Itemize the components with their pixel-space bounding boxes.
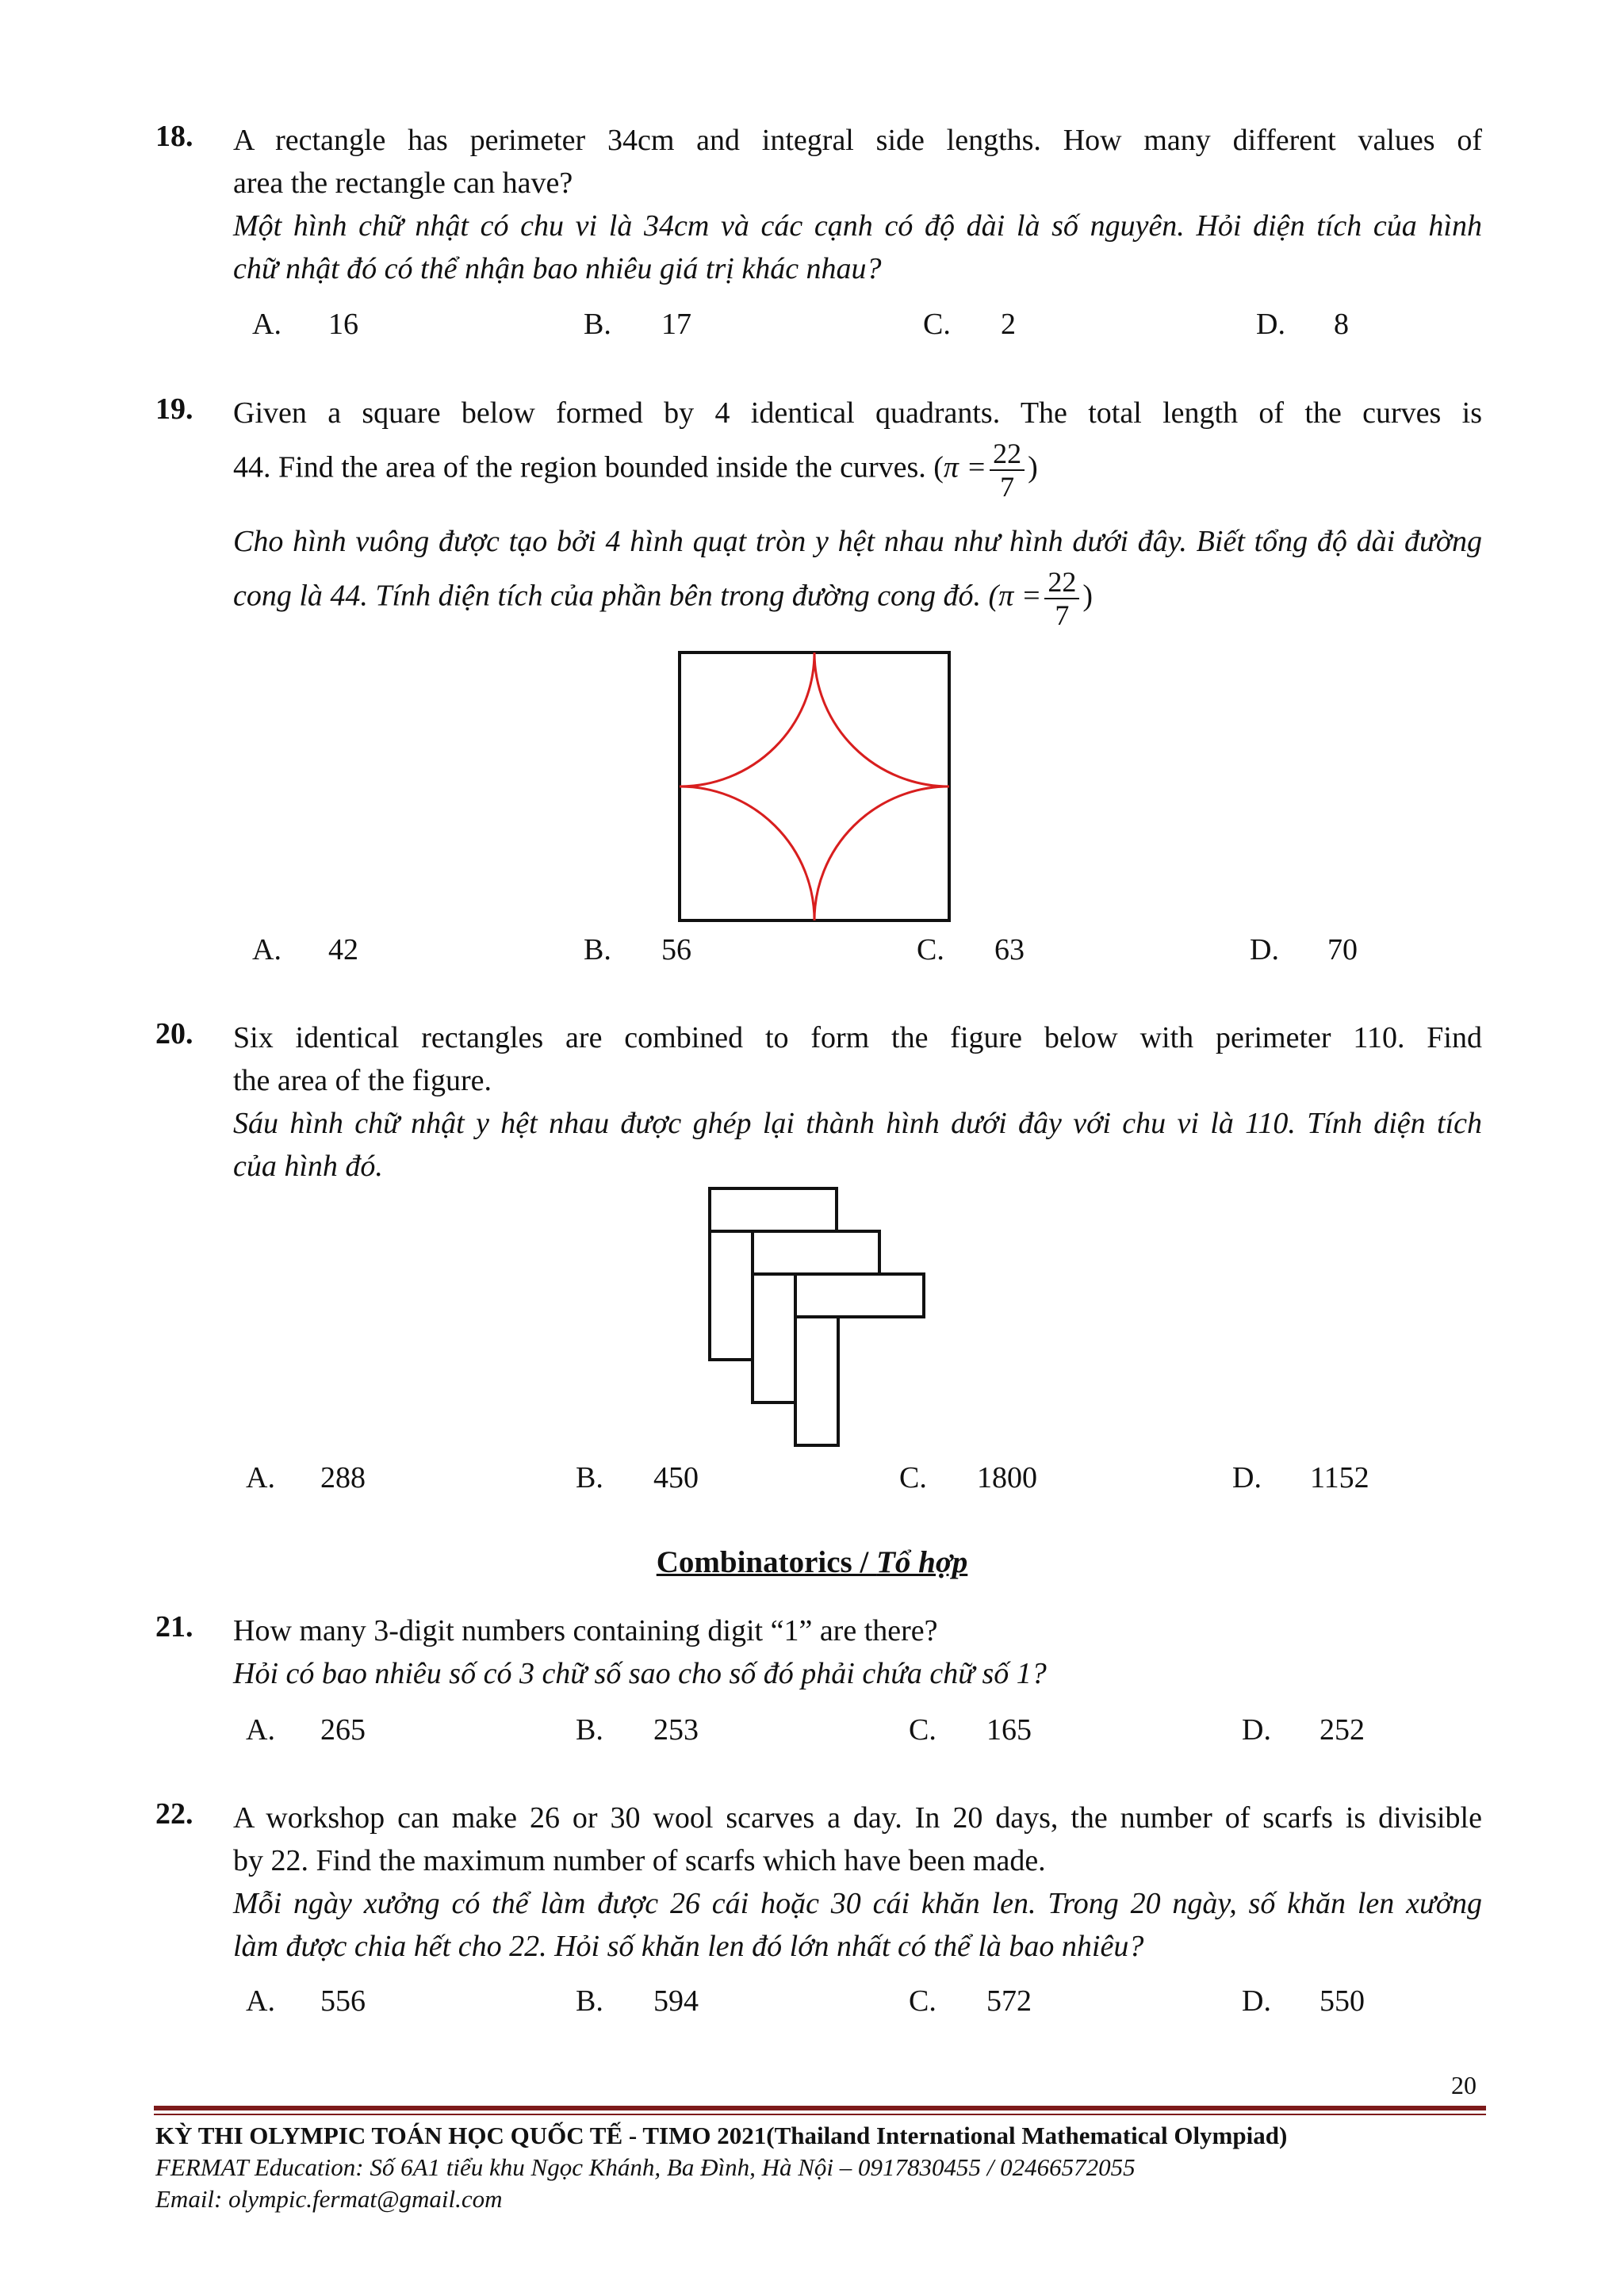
footer-rule-thin (154, 2114, 1486, 2115)
option-letter: A. (246, 1461, 275, 1494)
question-text-vi: Hỏi có bao nhiêu số có 3 chữ số sao cho số đó phải chứa chữ số 1? (233, 1657, 1047, 1690)
option-value: 1800 (977, 1461, 1037, 1494)
option-value: 556 (320, 1984, 366, 2018)
pi-symbol: π = (943, 450, 987, 484)
option-value: 16 (328, 308, 358, 341)
question-text-en: area the rectangle can have? (233, 166, 573, 200)
question-text-en: the area of the figure. (233, 1064, 492, 1097)
option-value: 8 (1334, 308, 1349, 341)
option-value: 252 (1320, 1713, 1365, 1747)
fraction-denominator: 7 (1055, 599, 1070, 631)
rectangle-horizontal (753, 1231, 879, 1274)
option-letter: C. (917, 933, 944, 966)
option-letter: B. (576, 1461, 603, 1494)
square-outline (680, 652, 949, 920)
footer-email: Email: olympic.fermat@gmail.com (155, 2185, 503, 2213)
option-value: 550 (1320, 1984, 1365, 2018)
question-text-vi: Cho hình vuông được tạo bởi 4 hình quạt tròn y hệt nhau như hình dưới đây. Biết tổng độ dài đường (233, 525, 1482, 558)
quadrant-arc-top-right (814, 652, 949, 786)
pi-symbol: π = (998, 579, 1042, 613)
option-letter: A. (246, 1713, 275, 1747)
option-letter: D. (1242, 1984, 1271, 2018)
question-number: 21. (155, 1610, 193, 1644)
fraction-numerator: 22 (990, 438, 1025, 471)
option-value: 288 (320, 1461, 366, 1494)
option-value: 1152 (1310, 1461, 1369, 1494)
fraction-numerator: 22 (1044, 566, 1079, 599)
option-value: 70 (1327, 933, 1358, 966)
option-value: 572 (986, 1984, 1032, 2018)
footer-address: FERMAT Education: Số 6A1 tiểu khu Ngọc Khánh, Ba Đình, Hà Nội – 0917830455 / 02466572055 (155, 2153, 1136, 2181)
question-number: 18. (155, 120, 193, 153)
option-letter: C. (923, 308, 951, 341)
rectangle-vertical (795, 1317, 838, 1445)
option-letter: C. (909, 1713, 936, 1747)
footer-title: KỲ THI OLYMPIC TOÁN HỌC QUỐC TẾ - TIMO 2021(Thailand International Mathematical Olympiad) (155, 2122, 1288, 2149)
option-letter: D. (1250, 933, 1279, 966)
question-text-en: A rectangle has perimeter 34cm and integral side lengths. How many different values of (233, 124, 1482, 157)
question-number: 19. (155, 392, 193, 426)
pi-fraction (1044, 566, 1079, 631)
question-text-vi: chữ nhật đó có thể nhận bao nhiêu giá trị khác nhau? (233, 252, 882, 285)
quadrant-arc-bottom-left (680, 786, 814, 920)
six-rectangles-figure (707, 1186, 929, 1452)
option-value: 2 (1001, 308, 1016, 341)
section-heading (0, 1544, 1624, 1580)
question-text-en: 44. Find the area of the region bounded inside the curves. ( (233, 450, 944, 484)
option-value: 253 (653, 1713, 699, 1747)
question-text-en: Given a square below formed by 4 identical quadrants. The total length of the curves is (233, 396, 1482, 430)
option-letter: D. (1232, 1461, 1262, 1494)
option-letter: A. (252, 933, 282, 966)
option-value: 56 (661, 933, 691, 966)
option-value: 594 (653, 1984, 699, 2018)
option-letter: B. (576, 1984, 603, 2018)
question-text-vi: Một hình chữ nhật có chu vi là 34cm và các cạnh có độ dài là số nguyên. Hỏi diện tích của hình (233, 209, 1482, 243)
question-text-vi-formula (233, 566, 1482, 631)
pi-fraction (990, 438, 1025, 503)
question-text-vi: cong là 44. Tính diện tích của phần bên trong đường cong đó. ( (233, 579, 999, 613)
closing-paren: ) (1082, 579, 1094, 613)
option-letter: D. (1256, 308, 1285, 341)
fraction-denominator: 7 (1000, 471, 1015, 503)
option-value: 63 (994, 933, 1025, 966)
option-value: 17 (661, 308, 691, 341)
option-letter: B. (584, 308, 611, 341)
quadrant-arc-top-left (680, 652, 814, 786)
rectangle-vertical (753, 1274, 795, 1402)
option-letter: A. (246, 1984, 275, 2018)
option-letter: A. (252, 308, 282, 341)
page-number: 20 (1451, 2071, 1477, 2099)
option-letter: C. (909, 1984, 936, 2018)
option-letter: C. (899, 1461, 927, 1494)
footer-rule (154, 2106, 1486, 2110)
section-heading-vi: Tổ hợp (876, 1545, 968, 1579)
option-value: 42 (328, 933, 358, 966)
option-letter: B. (576, 1713, 603, 1747)
question-text-en: How many 3-digit numbers containing digit “1” are there? (233, 1614, 938, 1647)
option-value: 450 (653, 1461, 699, 1494)
question-text-en: A workshop can make 26 or 30 wool scarves a day. In 20 days, the number of scarfs is divisible (233, 1801, 1482, 1835)
question-number: 20. (155, 1017, 193, 1050)
question-text-vi: Sáu hình chữ nhật y hệt nhau được ghép lại thành hình dưới đây với chu vi là 110. Tính diện tích (233, 1107, 1482, 1140)
option-letter: B. (584, 933, 611, 966)
rectangle-vertical (710, 1231, 753, 1360)
option-letter: D. (1242, 1713, 1271, 1747)
question-text-en: by 22. Find the maximum number of scarfs which have been made. (233, 1844, 1046, 1877)
rectangle-horizontal (795, 1274, 924, 1317)
question-text-vi: Mỗi ngày xưởng có thể làm được 26 cái hoặc 30 cái khăn len. Trong 20 ngày, số khăn len xưởng (233, 1887, 1482, 1920)
question-text-en: Six identical rectangles are combined to form the figure below with perimeter 110. Find (233, 1021, 1482, 1054)
question-text-vi: làm được chia hết cho 22. Hỏi số khăn len đó lớn nhất có thể là bao nhiêu? (233, 1930, 1144, 1963)
option-value: 265 (320, 1713, 366, 1747)
question-number: 22. (155, 1797, 193, 1831)
option-value: 165 (986, 1713, 1032, 1747)
quadrant-arc-bottom-right (814, 786, 949, 920)
section-heading-en: Combinatorics / (656, 1545, 877, 1579)
closing-paren: ) (1028, 450, 1038, 484)
rectangle-horizontal (710, 1188, 837, 1231)
question-text-en-formula (233, 438, 1482, 503)
question-text-vi: của hình đó. (233, 1150, 383, 1183)
quadrant-square-figure (676, 649, 955, 926)
